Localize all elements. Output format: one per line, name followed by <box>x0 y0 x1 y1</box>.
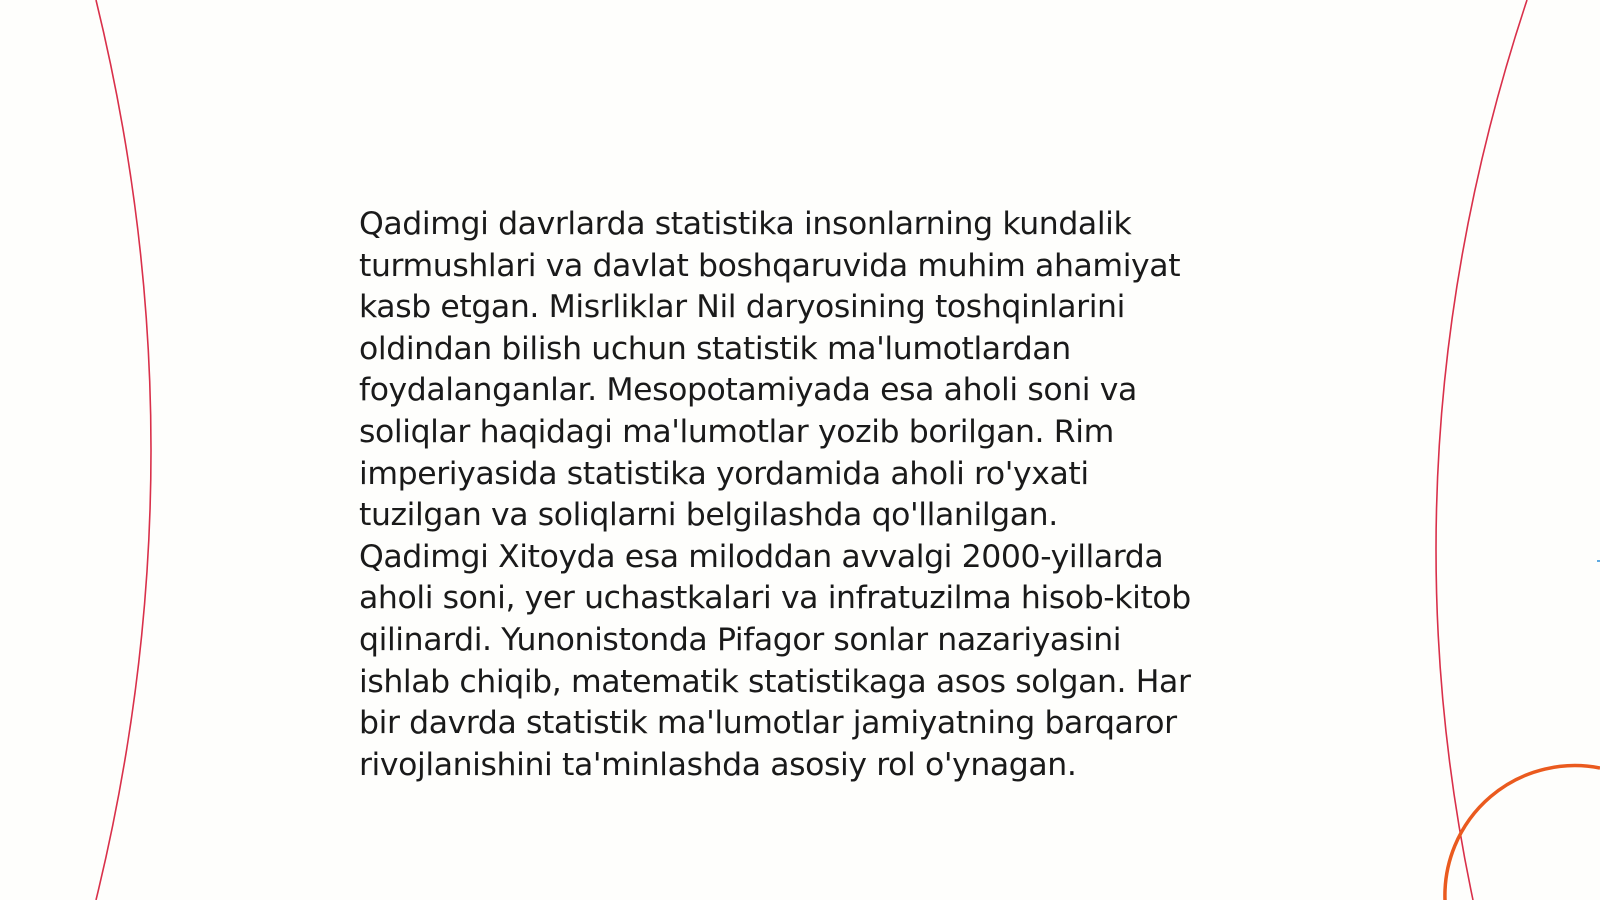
text-line: aholi soni, yer uchastkalari va infratuzilma hisob-kitob <box>359 580 1191 617</box>
text-line: Qadimgi davrlarda statistika insonlarning kundalik <box>359 206 1132 242</box>
text-line: Qadimgi Xitoyda esa miloddan avvalgi 2000-yillarda <box>359 538 1164 575</box>
text-line: turmushlari va davlat boshqaruvida muhim ahamiyat <box>359 247 1181 284</box>
text-line: bir davrda statistik ma'lumotlar jamiyatning barqaror <box>359 705 1177 742</box>
text-line: soliqlar haqidagi ma'lumotlar yozib borilgan. Rim <box>359 413 1114 450</box>
body-paragraph <box>359 204 1249 786</box>
right-curve <box>1436 0 1527 900</box>
text-line: imperiyasida statistika yordamida aholi ro'yxati <box>359 455 1089 492</box>
text-line: kasb etgan. Misrliklar Nil daryosining toshqinlarini <box>359 289 1125 326</box>
text-line: foydalanganlar. Mesopotamiyada esa aholi soni va <box>359 372 1137 409</box>
text-line: qilinardi. Yunonistonda Pifagor sonlar nazariyasini <box>359 621 1122 658</box>
left-curve <box>96 0 151 900</box>
text-line: ishlab chiqib, matematik statistikaga asos solgan. Har <box>359 663 1191 700</box>
text-line: oldindan bilish uchun statistik ma'lumotlardan <box>359 330 1071 367</box>
text-line: rivojlanishini ta'minlashda asosiy rol o'ynagan. <box>359 746 1077 783</box>
text-line: tuzilgan va soliqlarni belgilashda qo'llanilgan. <box>359 497 1058 534</box>
